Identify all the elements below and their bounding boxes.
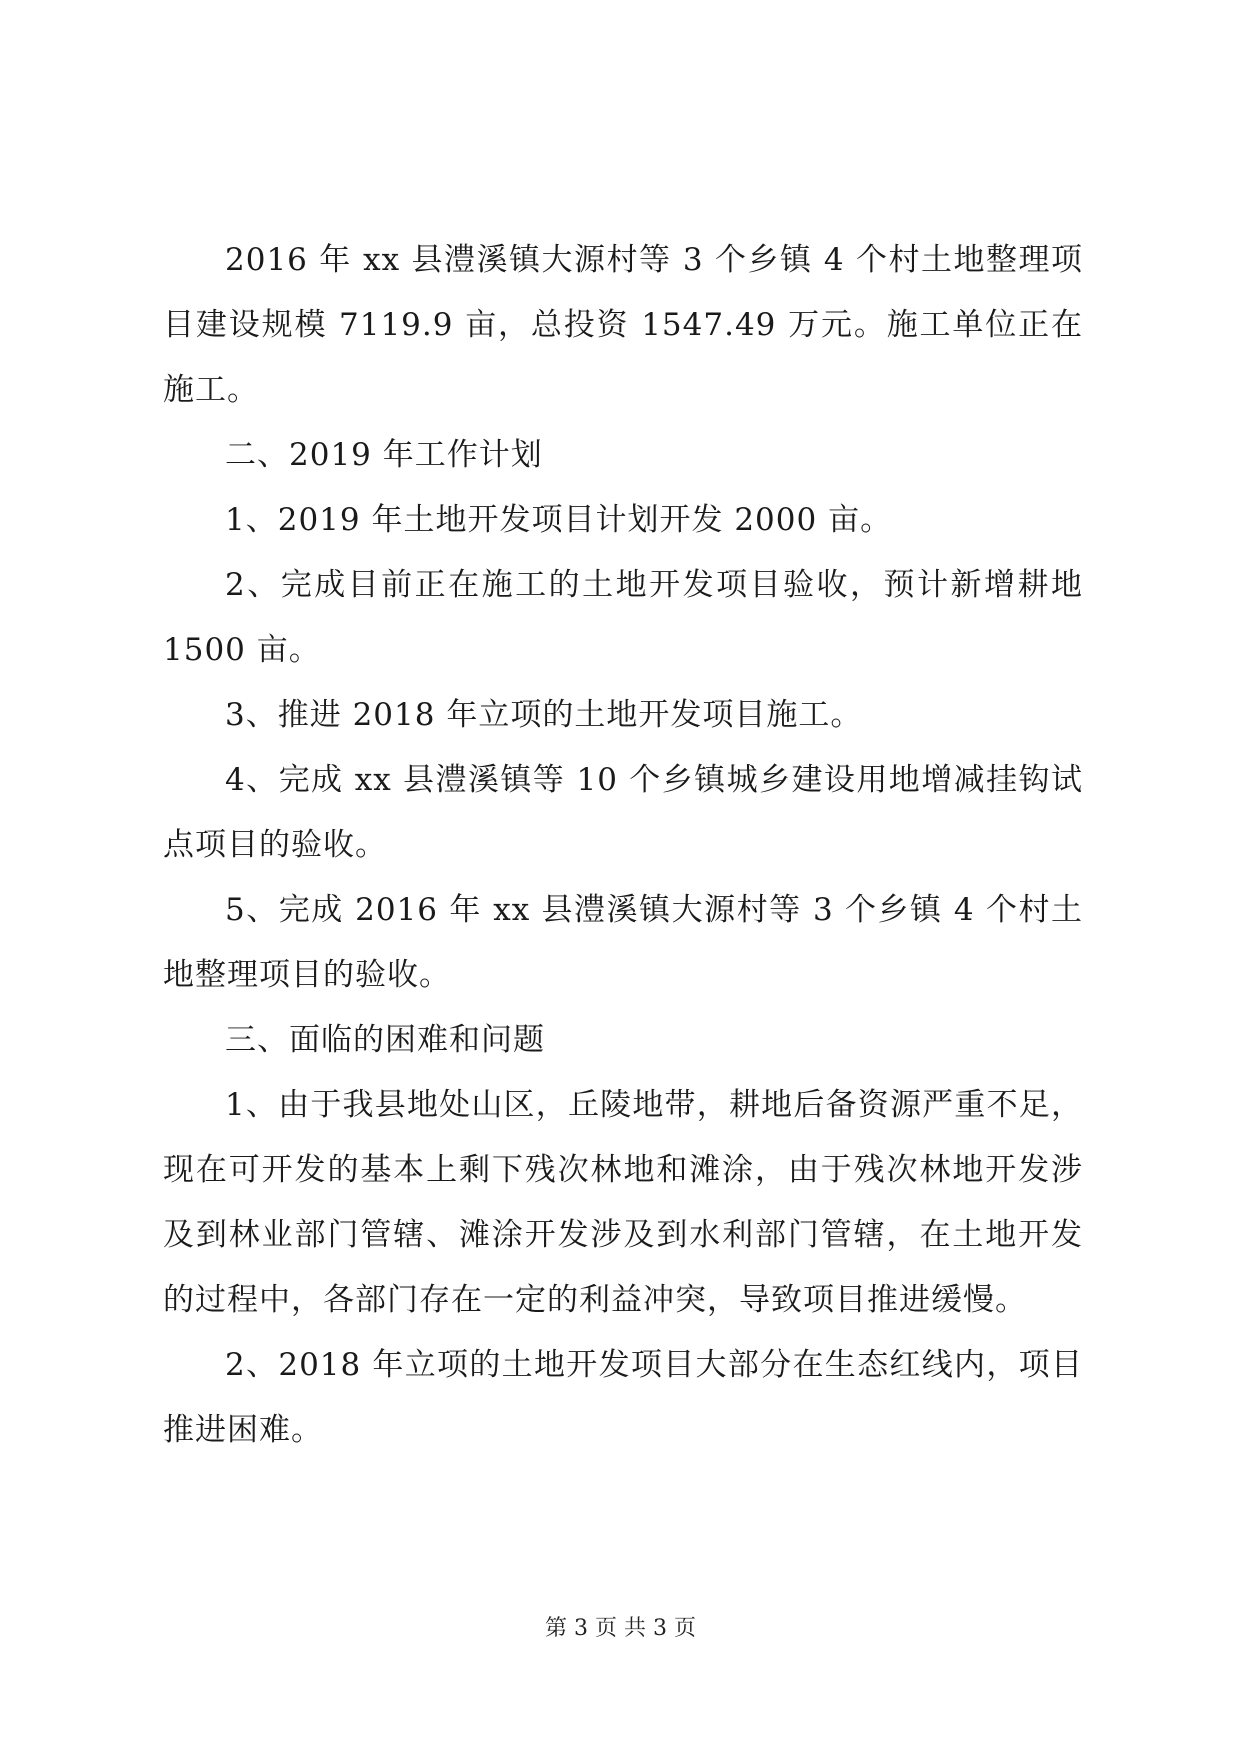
document-body xyxy=(163,228,1083,1463)
difficulty-item-1: 1、由于我县地处山区，丘陵地带，耕地后备资源严重不足，现在可开发的基本上剩下残次林地和滩涂，由于残次林地开发涉及到林业部门管辖、滩涂开发涉及到水利部门管辖，在土地开发的过程中，各部门存在一定的利益冲突，导致项目推进缓慢。 xyxy=(163,1087,1083,1318)
plan-item-5: 5、完成 2016 年 xx 县澧溪镇大源村等 3 个乡镇 4 个村土地整理项目的验收。 xyxy=(163,892,1083,993)
heading-2019-work-plan: 二、2019 年工作计划 xyxy=(225,437,543,473)
difficulty-item-2: 2、2018 年立项的土地开发项目大部分在生态红线内，项目推进困难。 xyxy=(163,1347,1083,1448)
plan-item-4: 4、完成 xx 县澧溪镇等 10 个乡镇城乡建设用地增减挂钩试点项目的验收。 xyxy=(163,762,1083,863)
heading-difficulties: 三、面临的困难和问题 xyxy=(225,1022,545,1058)
plan-item-2: 2、完成目前正在施工的土地开发项目验收，预计新增耕地 1500 亩。 xyxy=(163,567,1083,668)
plan-item-3: 3、推进 2018 年立项的土地开发项目施工。 xyxy=(225,697,863,733)
plan-item-1: 1、2019 年土地开发项目计划开发 2000 亩。 xyxy=(225,502,893,538)
paragraph-project-2016: 2016 年 xx 县澧溪镇大源村等 3 个乡镇 4 个村土地整理项目建设规模 7119.9 亩，总投资 1547.49 万元。施工单位正在施工。 xyxy=(163,242,1083,408)
page-number-footer: 第 3 页 共 3 页 xyxy=(545,1616,696,1641)
